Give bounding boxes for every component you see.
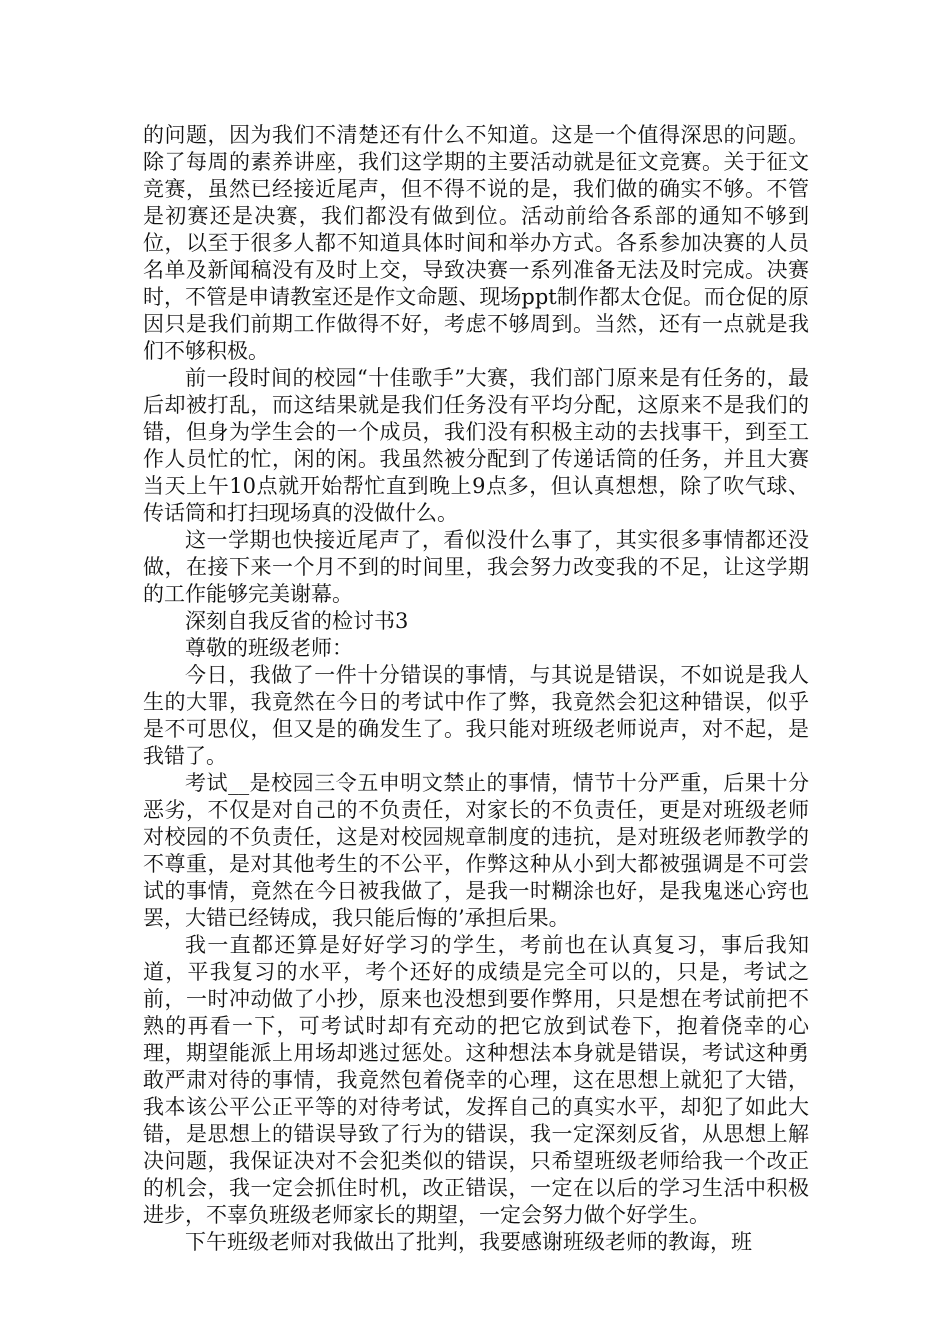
paragraph-exam-rules: 考试__是校园三令五申明文禁止的事情，情节十分严重，后果十分恶劣，不仅是对自己的不负责任，对家长的不负责任，更是对班级老师对校园的不负责任，这是对校园规章制度的违抗，是对班级老师教学的不尊重，是对其他考生的不公平，作弊这种从小到大都被强调是不可尝试的事情，竟然在今日被我做了，是我一时糊涂也好，是我鬼迷心窍也罢，大错已经铸成，我只能后悔的’承担后果。	[143, 771, 809, 930]
paragraph-continuation: 的问题，因为我们不清楚还有什么不知道。这是一个值得深思的问题。除了每周的素养讲座，我们这学期的主要活动就是征文竞赛。关于征文竞赛，虽然已经接近尾声，但不得不说的是，我们做的确实不够。不管是初赛还是决赛，我们都没有做到位。活动前给各系部的通知不够到位，以至于很多人都不知道具体时间和举办方式。各系参加决赛的人员名单及新闻稿没有及时上交，导致决赛一系列准备无法及时完成。决赛时，不管是申请教室还是作文命题、现场ppt制作都太仓促。而仓促的原因只是我们前期工作做得不好，考虑不够周到。当然，还有一点就是我们不够积极。	[143, 123, 809, 363]
paragraph-singer-contest: 前一段时间的校园“十佳歌手”大赛，我们部门原来是有任务的，最后却被打乱，而这结果就是我们任务没有平均分配，这原来不是我们的错，但身为学生会的一个成员，我们没有积极主动的去找事干，到至工作人员忙的忙，闲的闲。我虽然被分配到了传递话筒的任务，并且大赛当天上午10点就开始帮忙直到晚上9点多，但认真想想，除了吹气球、传话筒和打扫现场真的没做什么。	[143, 366, 809, 525]
document-body	[143, 122, 809, 1256]
section-title: 深刻自我反省的检讨书3	[185, 609, 409, 633]
paragraph-confession: 今日，我做了一件十分错误的事情，与其说是错误，不如说是我人生的大罪，我竟然在今日的考试中作了弊，我竟然会犯这种错误，似乎是不可思仪，但又是的确发生了。我只能对班级老师说声，对不起，是我错了。	[143, 663, 809, 768]
paragraph-afternoon: 下午班级老师对我做出了批判，我要感谢班级老师的教诲，班	[185, 1230, 752, 1254]
paragraph-reflection: 我一直都还算是好好学习的学生，考前也在认真复习，事后我知道，平我复习的水平，考个还好的成绩是完全可以的，只是，考试之前，一时冲动做了小抄，原来也没想到要作弊用，只是想在考试前把不熟的再看一下，可考试时却有充动的把它放到试卷下，抱着侥幸的心理，期望能派上用场却逃过惩处。这种想法本身就是错误，考试这种勇敢严肃对待的事情，我竟然包着侥幸的心理，这在思想上就犯了大错，我本该公平公正平等的对待考试，发挥自己的真实水平，却犯了如此大错，是思想上的错误导致了行为的错误，我一定深刻反省，从思想上解决问题，我保证决对不会犯类似的错误，只希望班级老师给我一个改正的机会，我一定会抓住时机，改正错误，一定在以后的学习生活中积极进步，不辜负班级老师家长的期望，一定会努力做个好学生。	[143, 933, 809, 1227]
paragraph-semester-end: 这一学期也快接近尾声了，看似没什么事了，其实很多事情都还没做，在接下来一个月不到的时间里，我会努力改变我的不足，让这学期的工作能够完美谢幕。	[143, 528, 809, 606]
salutation: 尊敬的班级老师：	[185, 636, 353, 660]
